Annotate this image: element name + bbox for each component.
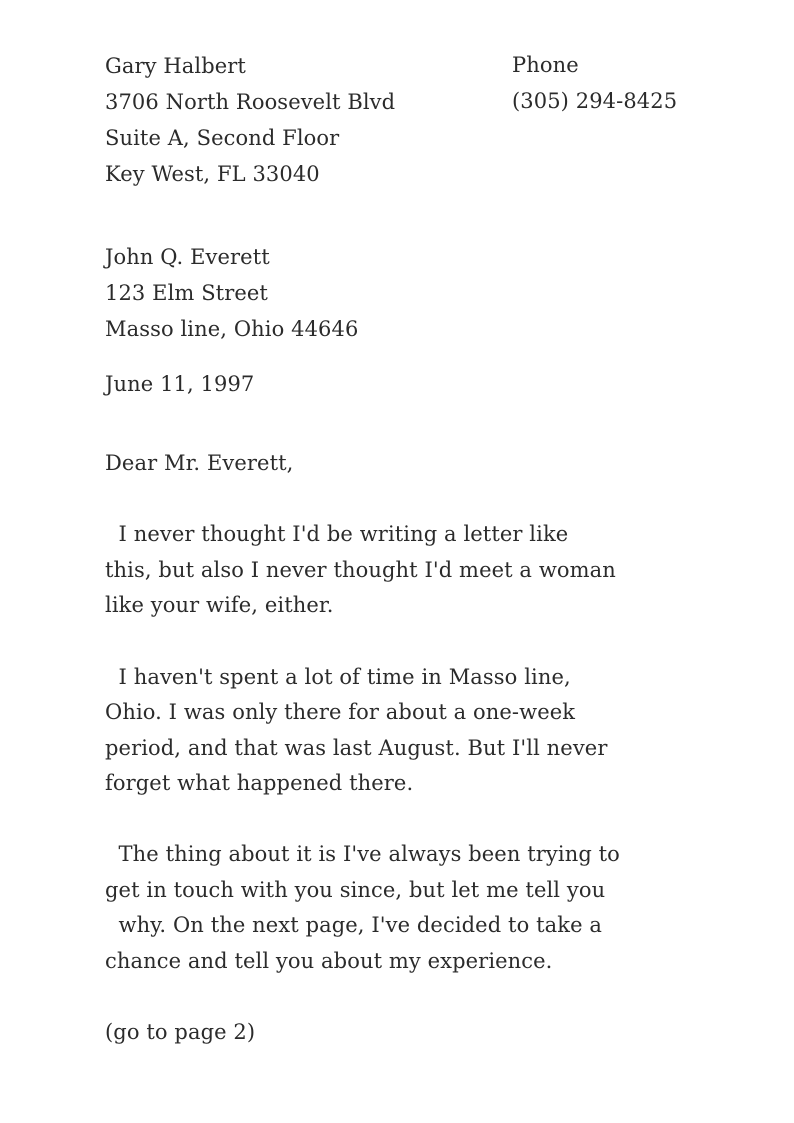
paragraph-line: I never thought I'd be writing a letter like: [105, 522, 569, 546]
recipient-name: John Q. Everett: [105, 245, 270, 269]
recipient-city: Masso line, Ohio 44646: [105, 317, 359, 341]
paragraph-line: period, and that was last August. But I'll never: [105, 736, 608, 760]
sender-street: 3706 North Roosevelt Blvd: [105, 90, 396, 114]
page-continuation-note: (go to page 2): [105, 1020, 256, 1044]
recipient-street: 123 Elm Street: [105, 281, 268, 305]
sender-name: Gary Halbert: [105, 54, 246, 78]
phone-label: Phone: [512, 53, 579, 77]
paragraph-line: chance and tell you about my experience.: [105, 949, 553, 973]
paragraph-line: Ohio. I was only there for about a one-week: [105, 700, 576, 724]
paragraph-line: I haven't spent a lot of time in Masso line,: [105, 665, 571, 689]
paragraph-line: The thing about it is I've always been trying to: [105, 842, 620, 866]
salutation: Dear Mr. Everett,: [105, 451, 294, 475]
paragraph-line: like your wife, either.: [105, 593, 334, 617]
paragraph-line: get in touch with you since, but let me tell you: [105, 878, 606, 902]
phone-number: (305) 294-8425: [512, 89, 678, 113]
paragraph-line: this, but also I never thought I'd meet a woman: [105, 558, 616, 582]
sender-city: Key West, FL 33040: [105, 162, 320, 186]
sender-suite: Suite A, Second Floor: [105, 126, 340, 150]
paragraph-line: forget what happened there.: [105, 771, 414, 795]
paragraph-line: why. On the next page, I've decided to take a: [105, 913, 602, 937]
letter-date: June 11, 1997: [105, 372, 255, 396]
